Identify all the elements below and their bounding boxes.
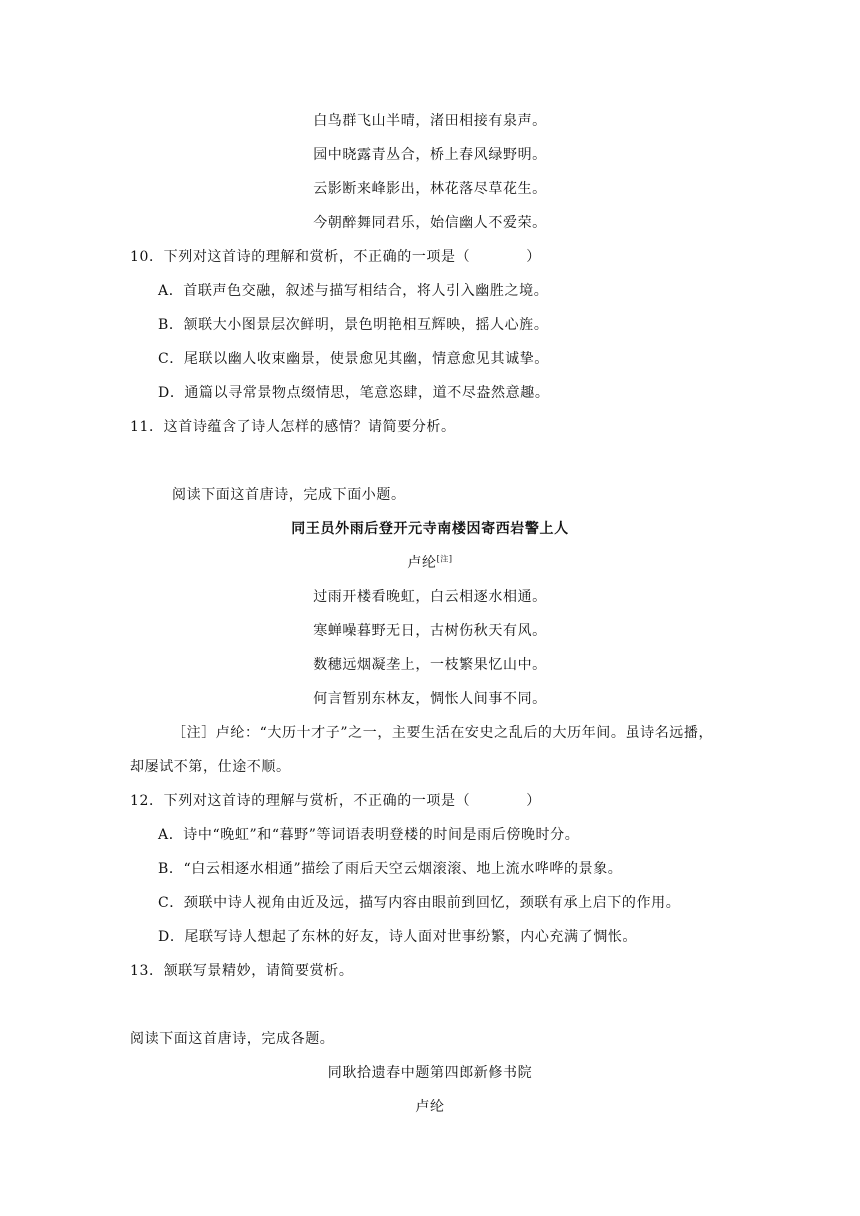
q10-stem-close: ） bbox=[526, 249, 541, 265]
q13-stem: 13．颔联写景精妙，请简要赏析。 bbox=[130, 963, 354, 979]
poem1-line-2: 园中晓露青丛合，桥上春风绿野明。 bbox=[313, 147, 547, 163]
section3-author: 卢纶 bbox=[415, 1099, 445, 1115]
author-name: 卢纶 bbox=[407, 555, 437, 571]
section3-intro: 阅读下面这首唐诗，完成各题。 bbox=[130, 1031, 335, 1047]
q12-stem-close: ） bbox=[526, 793, 541, 809]
poem2-line-1: 过雨开楼看晚虹，白云相逐水相通。 bbox=[313, 589, 547, 605]
q10-option-c: C．尾联以幽人收束幽景，使景愈见其幽，情意愈见其诚挚。 bbox=[158, 351, 549, 367]
note-line-1: ［注］卢纶：“大历十才子”之一，主要生活在安史之乱后的大历年间。虽诗名远播， bbox=[172, 725, 714, 741]
section3-title: 同耿拾遗春中题第四郎新修书院 bbox=[327, 1065, 533, 1081]
q12-option-b: B．“白云相逐水相通”描绘了雨后天空云烟滚滚、地上流水哗哗的景象。 bbox=[158, 861, 623, 877]
poem2-line-4: 何言暂别东林友，惆怅人间事不同。 bbox=[313, 691, 547, 707]
poem1-line-4: 今朝醉舞同君乐，始信幽人不爱荣。 bbox=[313, 215, 547, 231]
q10-option-d: D．通篇以寻常景物点缀情思，笔意恣肆，道不尽盎然意趣。 bbox=[158, 385, 550, 401]
q10-option-a: A．首联声色交融，叙述与描写相结合，将人引入幽胜之境。 bbox=[158, 283, 549, 299]
q12-stem-text: 12．下列对这首诗的理解与赏析，不正确的一项是（ bbox=[130, 793, 471, 809]
q12-stem bbox=[130, 791, 541, 811]
poem2-line-2: 寒蝉噪暮野无日，古树伤秋天有风。 bbox=[313, 623, 547, 639]
q10-stem-text: 10．下列对这首诗的理解和赏析，不正确的一项是（ bbox=[130, 249, 471, 265]
q10-stem bbox=[130, 247, 541, 267]
q11-stem: 11．这首诗蕴含了诗人怎样的感情？请简要分析。 bbox=[130, 419, 456, 435]
q12-option-a: A．诗中“晚虹”和“暮野”等词语表明登楼的时间是雨后傍晚时分。 bbox=[158, 827, 580, 843]
section2-title: 同王员外雨后登开元寺南楼因寄西岩警上人 bbox=[291, 521, 569, 537]
author-note-mark: [注] bbox=[436, 554, 453, 564]
q12-option-d: D．尾联写诗人想起了东林的好友，诗人面对世事纷繁，内心充满了惆怅。 bbox=[158, 929, 638, 945]
q10-option-b: B．颔联大小图景层次鲜明，景色明艳相互辉映，摇人心旌。 bbox=[158, 317, 549, 333]
section2-intro: 阅读下面这首唐诗，完成下面小题。 bbox=[172, 487, 406, 503]
note-line-2: 却屡试不第，仕途不顺。 bbox=[130, 759, 291, 775]
poem2-line-3: 数穗远烟凝垄上，一枝繁果忆山中。 bbox=[313, 657, 547, 673]
section2-author bbox=[0, 553, 860, 573]
poem1-line-3: 云影断来峰影出，林花落尽草花生。 bbox=[313, 181, 547, 197]
q12-option-c: C．颈联中诗人视角由近及远，描写内容由眼前到回忆，颈联有承上启下的作用。 bbox=[158, 895, 681, 911]
poem1-line-1: 白鸟群飞山半晴，渚田相接有泉声。 bbox=[313, 113, 547, 129]
